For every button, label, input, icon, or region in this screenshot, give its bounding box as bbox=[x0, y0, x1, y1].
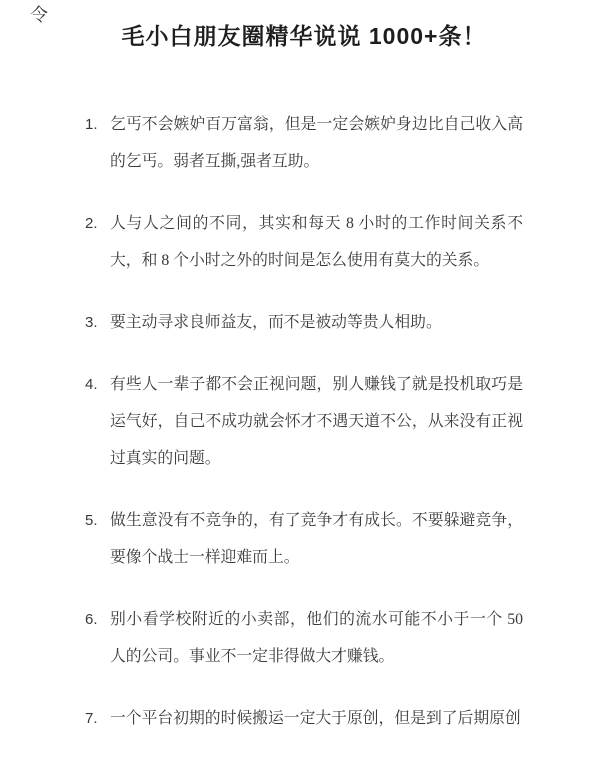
list-item-number: 5. bbox=[85, 512, 98, 529]
list-item-text: 人与人之间的不同，其实和每天 8 小时的工作时间关系不大，和 8 个小时之外的时间是怎么使用有莫大的关系。 bbox=[110, 215, 523, 269]
list-item bbox=[85, 366, 523, 477]
list-item-text: 有些人一辈子都不会正视问题，别人赚钱了就是投机取巧是运气好，自己不成功就会怀才不遇天道不公，从来没有正视过真实的问题。 bbox=[110, 376, 523, 467]
list-item-text: 做生意没有不竞争的，有了竞争才有成长。不要躲避竞争，要像个战士一样迎难而上。 bbox=[110, 512, 523, 566]
list-item-number: 1. bbox=[85, 116, 98, 133]
list-item-text: 要主动寻求良师益友，而不是被动等贵人相助。 bbox=[110, 314, 442, 331]
list-item-number: 3. bbox=[85, 314, 98, 331]
corner-mark: 令 bbox=[30, 5, 48, 25]
page-title: 毛小白朋友圈精华说说 1000+条！ bbox=[121, 23, 487, 49]
list-item-number: 7. bbox=[85, 710, 98, 727]
quote-list bbox=[0, 106, 608, 737]
list-item bbox=[85, 502, 523, 576]
list-item-number: 2. bbox=[85, 215, 98, 232]
list-item-text: 乞丐不会嫉妒百万富翁，但是一定会嫉妒身边比自己收入高的乞丐。弱者互撕,强者互助。 bbox=[110, 116, 523, 170]
list-item bbox=[85, 304, 523, 341]
list-item-number: 4. bbox=[85, 376, 98, 393]
list-item-text: 一个平台初期的时候搬运一定大于原创，但是到了后期原创 bbox=[110, 710, 521, 727]
list-item bbox=[85, 601, 523, 675]
list-item bbox=[85, 700, 523, 737]
list-item-number: 6. bbox=[85, 611, 98, 628]
list-item bbox=[85, 205, 523, 279]
list-item bbox=[85, 106, 523, 180]
list-item-text: 别小看学校附近的小卖部，他们的流水可能不小于一个 50 人的公司。事业不一定非得做大才赚钱。 bbox=[110, 611, 523, 665]
